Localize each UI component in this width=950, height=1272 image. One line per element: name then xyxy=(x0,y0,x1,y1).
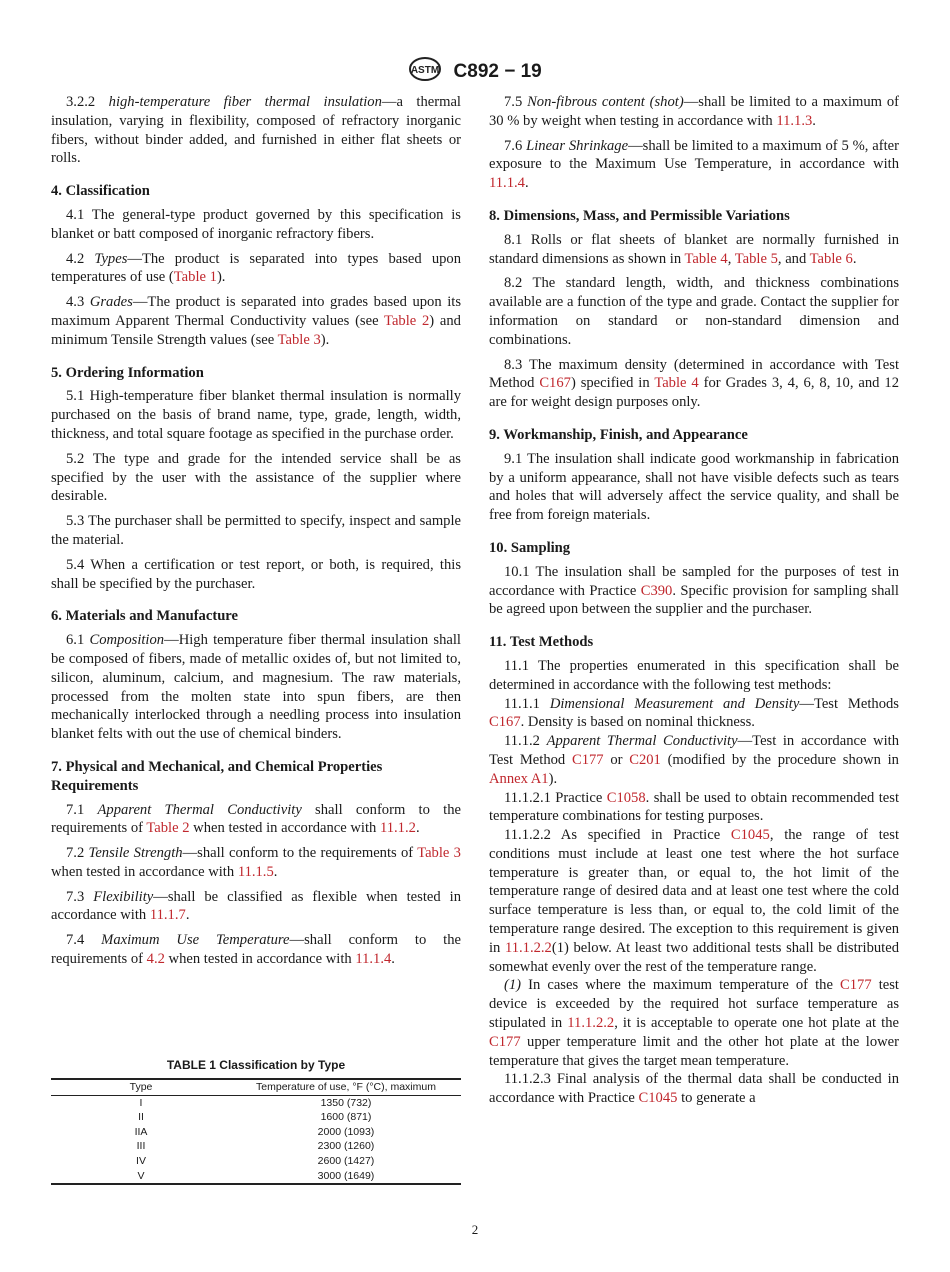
paragraph-11-1-2-3: 11.1.2.3 Final analysis of the thermal data shall be conducted in accordance with Practice C1045 to generate a xyxy=(489,1071,899,1107)
link-c390[interactable]: C390 xyxy=(640,582,673,599)
paragraph-8-1: 8.1 Rolls or flat sheets of blanket are normally furnished in standard dimensions as shown in Table 4, Table 5, and Table 6. xyxy=(489,231,899,267)
link-table-4[interactable]: Table 4 xyxy=(684,250,728,267)
section-heading-5: 5. Ordering Information xyxy=(51,364,204,381)
page-header xyxy=(0,56,950,88)
section-heading-4: 4. Classification xyxy=(51,183,150,200)
link-11-1-4[interactable]: 11.1.4 xyxy=(489,175,525,192)
paragraph-4-3: 4.3 Grades—The product is separated into grades based upon its maximum Apparent Thermal Conductivity values (see Table 2) and minimum Tensile Strength values (see Table 3). xyxy=(51,294,462,348)
column-header-temperature: Temperature of use, °F (°C), maximum xyxy=(256,1081,436,1093)
link-table-5[interactable]: Table 5 xyxy=(734,250,778,267)
link-c167[interactable]: C167 xyxy=(539,375,571,392)
section-heading-6: 6. Materials and Manufacture xyxy=(51,608,238,625)
cell-type: IV xyxy=(136,1154,146,1167)
paragraph-8-3: 8.3 The maximum density (determined in accordance with Test Method C167) specified in Table 4 for Grades 3, 4, 6, 8, 10, and 12 are for weight design purposes only. xyxy=(489,356,899,411)
paragraph-11-1-1: 11.1.1 Dimensional Measurement and Density—Test Methods C167. Density is based on nominal thickness. xyxy=(489,695,899,731)
cell-type: III xyxy=(136,1140,146,1153)
cell-temperature: 3000 (1649) xyxy=(317,1169,375,1182)
paragraph-3-2-2: 3.2.2 high-temperature fiber thermal insulation—a thermal insulation, varying in flexibility, composed of refractory inorganic fibers, without binder added, and furnished in either flat sheets or rolls. xyxy=(51,94,461,167)
paragraph-5-3: 5.3 The purchaser shall be permitted to specify, inspect and sample the material. xyxy=(51,513,461,548)
paragraph-7-1: 7.1 Apparent Thermal Conductivity shall conform to the requirements of Table 2 when tested in accordance with 11.1.2. xyxy=(51,801,461,837)
cell-temperature: 1350 (732) xyxy=(320,1096,372,1109)
paragraph-5-2: 5.2 The type and grade for the intended service shall be as specified by the user with the assistance of the supplier where desirable. xyxy=(51,450,461,505)
link-table-6[interactable]: Table 6 xyxy=(809,250,853,267)
link-annex-a1[interactable]: Annex A1 xyxy=(489,770,549,787)
svg-text:ASTM: ASTM xyxy=(411,65,440,76)
link-c177[interactable]: C177 xyxy=(840,977,872,994)
cell-temperature: 2000 (1093) xyxy=(317,1125,375,1138)
column-header-type: Type xyxy=(129,1081,153,1093)
cell-temperature: 2600 (1427) xyxy=(317,1154,375,1167)
paragraph-9-1: 9.1 The insulation shall indicate good workmanship in fabrication by a uniform appearance, shall not have visible defects such as tears and holes that will adversely affect the service quality, and shall be free from foreign materials. xyxy=(489,450,899,524)
table-1-title: TABLE 1 Classification by Type xyxy=(166,1058,346,1072)
section-heading-11: 11. Test Methods xyxy=(489,634,594,651)
link-11-1-2-2[interactable]: 11.1.2.2 xyxy=(504,939,552,956)
paragraph-5-1: 5.1 High-temperature fiber blanket thermal insulation is normally purchased on the basis of brand name, type, grade, length, width, thickness, and total square footage as specified in the purchase order. xyxy=(51,388,461,442)
paragraph-11-1-2: 11.1.2 Apparent Thermal Conductivity—Test in accordance with Test Method C177 or C201 (modified by the procedure shown in Annex A1). xyxy=(489,733,899,787)
cell-type: IIA xyxy=(134,1125,148,1138)
document-designation: C892 − 19 xyxy=(453,61,542,83)
link-table-2[interactable]: Table 2 xyxy=(384,312,430,329)
link-c1045[interactable]: C1045 xyxy=(638,1090,678,1107)
paragraph-7-3: 7.3 Flexibility—shall be classified as flexible when tested in accordance with 11.1.7. xyxy=(51,888,461,924)
section-heading-7: 7. Physical and Mechanical, and Chemical Properties Requirements xyxy=(51,758,383,794)
paragraph-11-1: 11.1 The properties enumerated in this specification shall be determined in accordance with the following test methods: xyxy=(489,657,899,693)
link-c201[interactable]: C201 xyxy=(629,751,661,768)
cell-temperature: 2300 (1260) xyxy=(317,1140,375,1153)
cell-type: II xyxy=(138,1111,144,1124)
link-table-4[interactable]: Table 4 xyxy=(654,375,699,392)
paragraph-11-1-2-2-1: (1) In cases where the maximum temperature of the C177 test device is exceeded by the required hot surface temperature as stipulated in 11.1.2.2, it is acceptable to operate one hot plate at the C177 upper temperature limit and the other hot plate at the lower temperature that gives the target mean temperature. xyxy=(489,977,899,1069)
paragraph-7-2: 7.2 Tensile Strength—shall conform to the requirements of Table 3 when tested in accordance with 11.1.5. xyxy=(51,845,461,880)
cell-type: V xyxy=(137,1169,145,1182)
table-1 xyxy=(51,1078,461,1185)
link-11-1-7[interactable]: 11.1.7 xyxy=(149,907,186,924)
left-column xyxy=(51,93,461,975)
paragraph-4-1: 4.1 The general-type product governed by this specification is blanket or batt composed of inorganic refractory fibers. xyxy=(51,206,461,242)
section-heading-9: 9. Workmanship, Finish, and Appearance xyxy=(489,426,748,443)
table-row xyxy=(51,1139,461,1154)
link-c1045[interactable]: C1045 xyxy=(730,827,770,844)
right-column xyxy=(489,93,899,1108)
link-11-1-2[interactable]: 11.1.2 xyxy=(379,820,416,837)
link-table-1[interactable]: Table 1 xyxy=(173,269,217,286)
link-c1058[interactable]: C1058 xyxy=(606,789,646,806)
paragraph-10-1: 10.1 The insulation shall be sampled for the purposes of test in accordance with Practice C390. Specific provision for sampling shall be agreed upon between the supplier and the purchaser. xyxy=(489,563,899,618)
link-table-2[interactable]: Table 2 xyxy=(146,820,190,837)
link-c167[interactable]: C167 xyxy=(489,714,521,731)
link-c177[interactable]: C177 xyxy=(571,751,604,768)
paragraph-7-6: 7.6 Linear Shrinkage—shall be limited to a maximum of 5 %, after exposure to the Maximum Use Temperature, in accordance with 11.1.4. xyxy=(489,137,899,192)
astm-logo-icon xyxy=(408,56,442,88)
link-table-3[interactable]: Table 3 xyxy=(417,845,461,862)
section-heading-8: 8. Dimensions, Mass, and Permissible Variations xyxy=(489,207,790,224)
table-row xyxy=(51,1169,461,1185)
paragraph-8-2: 8.2 The standard length, width, and thickness combinations available are a function of the type and grade. Contact the supplier for information on standard or non-standard dimension and combinations. xyxy=(489,275,899,348)
table-row xyxy=(51,1125,461,1140)
cell-temperature: 1600 (871) xyxy=(320,1111,372,1124)
link-11-1-4[interactable]: 11.1.4 xyxy=(355,951,392,968)
link-c177[interactable]: C177 xyxy=(489,1033,521,1050)
table-row xyxy=(51,1095,461,1110)
table-1-block xyxy=(51,1058,461,1185)
paragraph-7-4: 7.4 Maximum Use Temperature—shall conform to the requirements of 4.2 when tested in accordance with 11.1.4. xyxy=(51,932,461,968)
link-11-1-5[interactable]: 11.1.5 xyxy=(237,863,274,880)
paragraph-11-1-2-2: 11.1.2.2 As specified in Practice C1045, the range of test conditions must include at least one test where the hot surface temperature is greater than, or equal to, the hot limit of the temperature range of desired data and at least one test where the cold surface temperature is less than, or equal to, the cold limit of the temperature range desired. The exception to this requirement is given in 11.1.2.2(1) below. At least two additional tests shall be distributed somewhat evenly over the rest of the temperature range. xyxy=(489,827,900,975)
page-number: 2 xyxy=(471,1222,479,1237)
link-table-3[interactable]: Table 3 xyxy=(277,331,321,348)
paragraph-11-1-2-1: 11.1.2.1 Practice C1058. shall be used to obtain recommended test temperature combinations for testing purposes. xyxy=(489,789,900,825)
table-row xyxy=(51,1110,461,1125)
table-row xyxy=(51,1154,461,1169)
link-11-1-3[interactable]: 11.1.3 xyxy=(776,112,813,129)
link-4-2[interactable]: 4.2 xyxy=(146,951,165,968)
paragraph-6-1: 6.1 Composition—High temperature fiber thermal insulation shall be composed of fibers, made of metallic oxides of, but not limited to, silicon, aluminum, calcium, and magnesium. The raw materials, processed from the molten state into spun fibers, are then mechanically interlocked through a needling process into insulation blanket felts with out the use of chemical binders. xyxy=(51,632,461,743)
paragraph-7-5: 7.5 Non-fibrous content (shot)—shall be limited to a maximum of 30 % by weight when testing in accordance with 11.1.3. xyxy=(489,94,899,129)
paragraph-4-2: 4.2 Types—The product is separated into types based upon temperatures of use (Table 1). xyxy=(51,250,462,286)
cell-type: I xyxy=(139,1096,143,1109)
paragraph-5-4: 5.4 When a certification or test report, or both, is required, this shall be specified by the purchaser. xyxy=(51,556,461,592)
section-heading-10: 10. Sampling xyxy=(489,539,571,556)
table-header-row xyxy=(51,1079,461,1095)
link-11-1-2-2[interactable]: 11.1.2.2 xyxy=(567,1015,615,1032)
